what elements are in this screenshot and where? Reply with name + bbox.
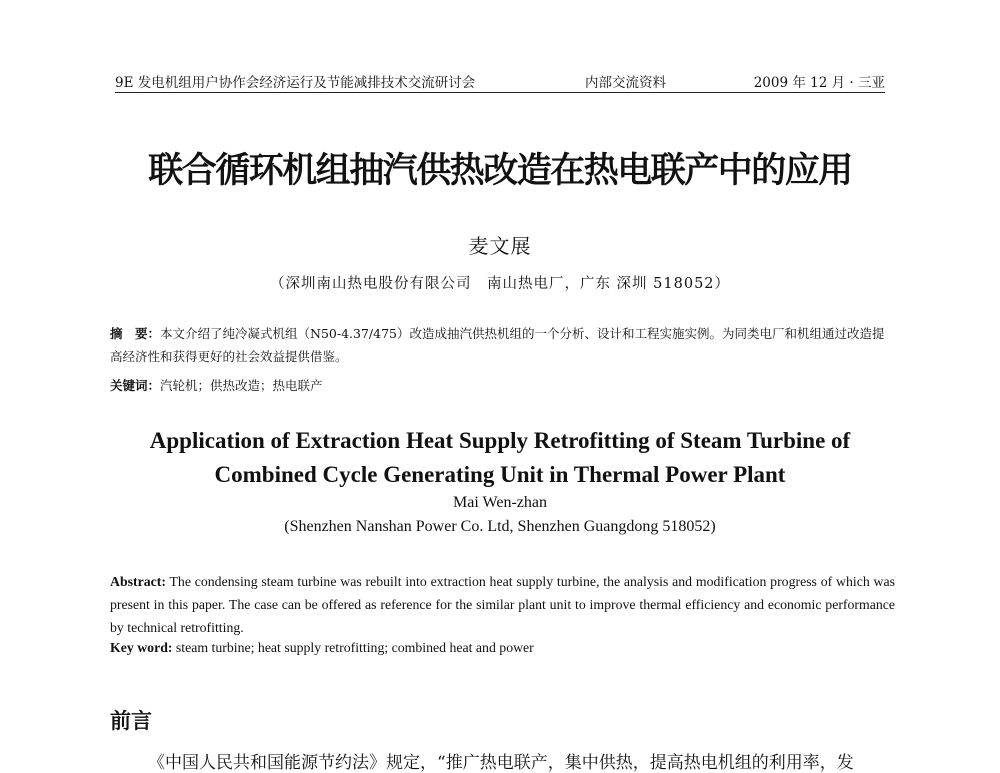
abstract-english [110,570,895,639]
keywords-chinese [110,376,323,394]
keywords-english-label: Key word: [110,640,173,655]
paper-title-chinese: 联合循环机组抽汽供热改造在热电联产中的应用 [148,151,852,191]
abstract-english-text: The condensing steam turbine was rebuilt into extraction heat supply turbine, the analysis and modification progress of which was present in this paper. The case can be offered as reference for the similar plant unit to improve thermal efficiency and economic performance by technical retrofitting. [110,574,895,635]
affiliation-chinese: （深圳南山热电股份有限公司 南山热电厂，广东 深圳 518052） [269,276,731,292]
running-header [115,70,885,93]
author-english: Mai Wen-zhan [453,494,547,511]
abstract-chinese [110,322,890,368]
paper-title-english-line1: Application of Extraction Heat Supply Retrofitting of Steam Turbine of [149,428,851,453]
paper-title-english-line2: Combined Cycle Generating Unit in Thermal Power Plant [214,462,786,487]
author-chinese: 麦文展 [468,234,532,258]
running-header-conference: 9E 发电机组用户协作会经济运行及节能减排技术交流研讨会 [115,75,476,91]
abstract-chinese-label: 摘 要： [110,326,161,341]
abstract-english-label: Abstract: [110,574,166,589]
running-header-label: 内部交流资料 [585,75,666,91]
abstract-chinese-text: 本文介绍了纯冷凝式机组（N50-4.37/475）改造成抽汽供热机组的一个分析、设计和工程实施实例。为同类电厂和机组通过改造提高经济性和获得更好的社会效益提供借鉴。 [110,326,885,364]
keywords-english-text: steam turbine; heat supply retrofitting; combined heat and power [175,640,534,655]
keywords-chinese-label: 关键词： [110,378,161,393]
keywords-chinese-text: 汽轮机；供热改造；热电联产 [160,378,323,393]
body-text-first-line: 《中国人民共和国能源节约法》规定，“推广热电联产，集中供热，提高热电机组的利用率，发 [148,753,854,773]
running-header-date: 2009 年 12 月 · 三亚 [753,75,885,91]
affiliation-english: (Shenzhen Nanshan Power Co. Ltd, Shenzhen Guangdong 518052) [284,518,716,535]
section-heading: 前言 [110,709,152,733]
paper-title-english [0,424,1000,492]
keywords-english [110,640,534,656]
